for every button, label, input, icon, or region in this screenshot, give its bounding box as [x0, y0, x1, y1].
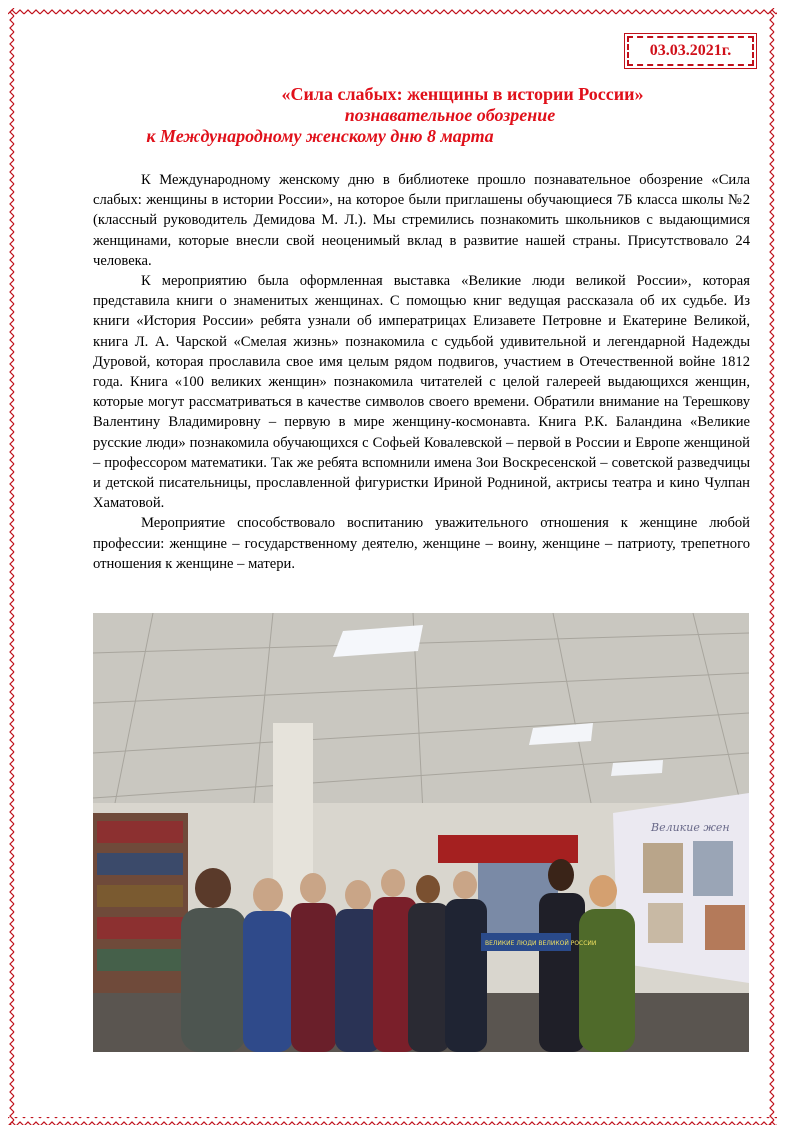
page-title: «Сила слабых: женщины в истории России»	[281, 84, 644, 104]
article-body	[93, 170, 750, 574]
banner-text: ВЕЛИКИЕ ЛЮДИ ВЕЛИКОЙ РОССИИ	[485, 940, 597, 947]
date-text: 03.03.2021г.	[649, 42, 732, 59]
event-photo	[93, 613, 749, 1052]
paragraph-3: Мероприятие способствовало воспитанию уважительного отношения к женщине любой профессии: женщине – государственному деятелю, женщине – воину, женщине – патриоту, трепетного отношения к женщине – матери.	[93, 515, 750, 572]
page-subtitle: познавательное обозрение	[344, 105, 556, 125]
date-badge	[627, 36, 754, 66]
photo-illustration	[93, 613, 749, 1052]
title-block	[120, 84, 780, 147]
paragraph-1: К Международному женскому дню в библиотеке прошло познавательное обозрение «Сила слабых: женщины в истории России», на которое были приглашены обучающиеся 7Б класса школы №2 (классный руководитель Демидова М. Л.). Мы стремились познакомить школьников с выдающимися женщинами, которые внесли свой неоценимый вклад в развитие нашей страны. Присутствовало 24 человека.	[93, 172, 750, 269]
paragraph-2: К мероприятию была оформленная выставка «Великие люди великой России», которая представила книги о знаменитых женщинах. С помощью книг ведущая рассказала об их судьбе. Из книги «История России» ребята узнали об императрицах Елизавете Петровне и Екатерине Великой, книга Л. А. Чарской «Смелая жизнь» познакомила с судьбой удивительной и легендарной Надежды Дуровой, которая прославила свое имя целым рядом подвигов, участием в Отечественной войне 1812 года. Книга «100 великих женщин» познакомила читателей с целой галереей выдающихся женщин, которые могут рассматриваться в качестве символов своего времени. Обратили внимание на Терешкову Валентину Владимировну – первую в мире женщину-космонавта. Книга Р.К. Баландина «Великие русские люди» познакомила обучающихся с Софьей Ковалевской – первой в России и Европе женщиной – профессором математики. Так же ребята вспомнили имена Зои Воскресенской – советской разведчицы и детской писательницы, прославленной фигуристки Ириной Родниной, актрисы театра и кино Чулпан Хаматовой.	[93, 273, 750, 512]
page-subtitle-occasion: к Международному женскому дню 8 марта	[146, 126, 494, 146]
screen-text: Великие жен	[651, 821, 730, 834]
